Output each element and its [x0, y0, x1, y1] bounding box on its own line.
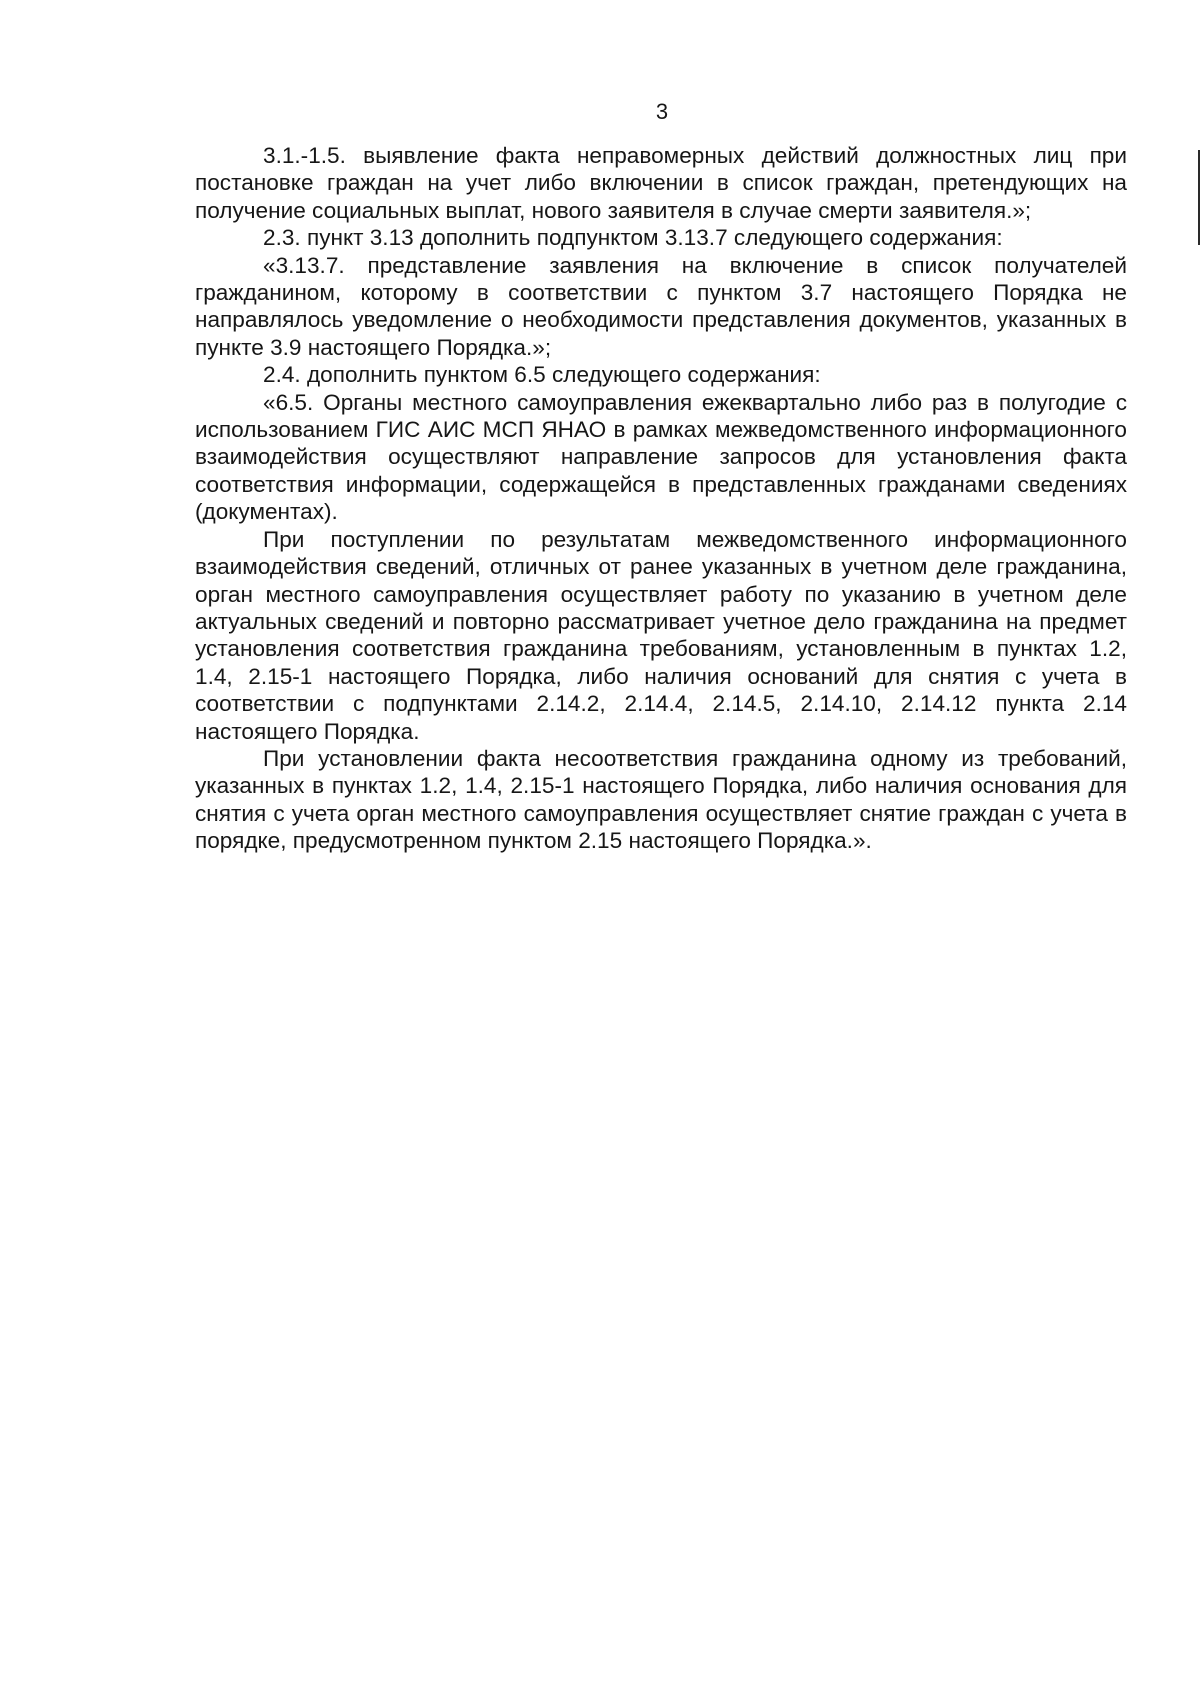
paragraph-non-compliance: При установлении факта несоответствия гражданина одному из требований, указанных в пунктах 1.2, 1.4, 2.15-1 настоящего Порядка, либо наличия основания для снятия с учета орган местного самоуправления осуществляет снятие граждан с учета в порядке, предусмотренном пунктом 2.15 настоящего Порядка.».: [195, 745, 1127, 854]
paragraph-6-5: «6.5. Органы местного самоуправления ежеквартально либо раз в полугодие с использованием ГИС АИС МСП ЯНАО в рамках межведомственного информационного взаимодействия осуществляют направление запросов для установления факта соответствия информации, содержащейся в представленных гражданами сведениях (документах).: [195, 389, 1127, 525]
page-number: 3: [655, 99, 669, 124]
paragraph-3-1-1-5: 3.1.-1.5. выявление факта неправомерных действий должностных лиц при постановке граждан на учет либо включении в список граждан, претендующих на получение социальных выплат, нового заявителя в случае смерти заявителя.»;: [195, 143, 1127, 223]
paragraph-2-4: 2.4. дополнить пунктом 6.5 следующего содержания:: [263, 362, 821, 388]
paragraph-3-13-7: «3.13.7. представление заявления на включение в список получателей гражданином, которому в соответствии с пунктом 3.7 настоящего Порядка не направлялось уведомление о необходимости представления документов, указанных в пункте 3.9 настоящего Порядка.»;: [195, 252, 1127, 360]
paragraph-2-3: 2.3. пункт 3.13 дополнить подпунктом 3.13.7 следующего содержания:: [263, 225, 1003, 251]
paragraph-interagency-results: При поступлении по результатам межведомственного информационного взаимодействия сведений, отличных от ранее указанных в учетном деле гражданина, орган местного самоуправления осуществляет работу по указанию в учетном деле актуальных сведений и повторно рассматривает учетное дело гражданина на предмет установления соответствия гражданина требованиям, установленным в пунктах 1.2, 1.4, 2.15-1 настоящего Порядка, либо наличия оснований для снятия с учета в соответствии с подпунктами 2.14.2, 2.14.4, 2.14.5, 2.14.10, 2.14.12 пункта 2.14 настоящего Порядка.: [195, 526, 1127, 744]
document-body: [195, 142, 1127, 855]
